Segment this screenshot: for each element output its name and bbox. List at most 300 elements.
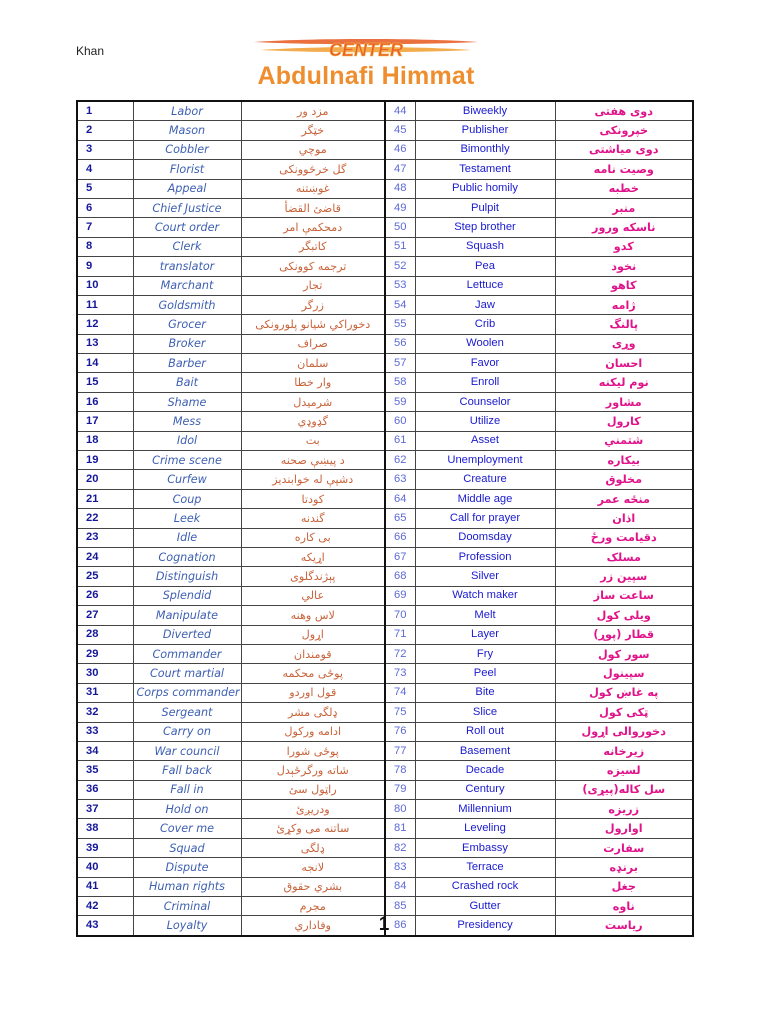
left-pashto-cell: بشري حقوق	[241, 877, 385, 896]
left-english-cell: Dispute	[133, 858, 241, 877]
table-row	[77, 412, 693, 431]
left-pashto-cell: اړول	[241, 625, 385, 644]
left-number-cell: 22	[77, 509, 133, 528]
logo	[236, 32, 496, 96]
right-number-cell: 47	[385, 160, 415, 179]
right-number-cell: 56	[385, 334, 415, 353]
left-pashto-cell: قومندان	[241, 644, 385, 663]
left-english-cell: Cobbler	[133, 140, 241, 159]
left-pashto-cell: بی کاره	[241, 528, 385, 547]
table-row	[77, 838, 693, 857]
left-english-cell: Mason	[133, 121, 241, 140]
left-english-cell: Idle	[133, 528, 241, 547]
left-pashto-cell: پېژندگلوی	[241, 567, 385, 586]
left-english-cell: Sergeant	[133, 703, 241, 722]
right-number-cell: 46	[385, 140, 415, 159]
right-pashto-cell: وړی	[555, 334, 693, 353]
left-pashto-cell: دمحکمې امر	[241, 218, 385, 237]
table-row	[77, 179, 693, 198]
left-english-cell: Manipulate	[133, 606, 241, 625]
left-pashto-cell: دخوراکي شیانو پلورونکی	[241, 315, 385, 334]
right-english-cell: Jaw	[415, 295, 555, 314]
table-row	[77, 586, 693, 605]
left-number-cell: 18	[77, 431, 133, 450]
left-number-cell: 33	[77, 722, 133, 741]
vocabulary-table-body	[77, 101, 693, 936]
table-row	[77, 683, 693, 702]
left-pashto-cell: پوځی محکمه	[241, 664, 385, 683]
table-row	[77, 101, 693, 121]
right-pashto-cell: خپرونکی	[555, 121, 693, 140]
left-pashto-cell: گل خرڅوونکی	[241, 160, 385, 179]
left-number-cell: 26	[77, 586, 133, 605]
left-pashto-cell: کودتا	[241, 489, 385, 508]
left-number-cell: 11	[77, 295, 133, 314]
left-english-cell: Curfew	[133, 470, 241, 489]
right-english-cell: Bite	[415, 683, 555, 702]
right-english-cell: Enroll	[415, 373, 555, 392]
right-english-cell: Step brother	[415, 218, 555, 237]
table-row	[77, 780, 693, 799]
left-english-cell: Grocer	[133, 315, 241, 334]
right-number-cell: 85	[385, 897, 415, 916]
right-pashto-cell: اذان	[555, 509, 693, 528]
table-row	[77, 664, 693, 683]
left-number-cell: 32	[77, 703, 133, 722]
left-pashto-cell: راټول سئ	[241, 780, 385, 799]
left-pashto-cell: زرگر	[241, 295, 385, 314]
right-number-cell: 68	[385, 567, 415, 586]
right-english-cell: Asset	[415, 431, 555, 450]
right-pashto-cell: جغل	[555, 877, 693, 896]
table-row	[77, 198, 693, 217]
right-number-cell: 71	[385, 625, 415, 644]
left-pashto-cell: پوځی شورا	[241, 741, 385, 760]
right-english-cell: Millennium	[415, 800, 555, 819]
right-number-cell: 73	[385, 664, 415, 683]
right-english-cell: Lettuce	[415, 276, 555, 295]
table-row	[77, 547, 693, 566]
right-number-cell: 86	[385, 916, 415, 936]
left-pashto-cell: لاس وهنه	[241, 606, 385, 625]
right-english-cell: Presidency	[415, 916, 555, 936]
left-pashto-cell: قاضئ القضأ	[241, 198, 385, 217]
table-row	[77, 237, 693, 256]
left-english-cell: Splendid	[133, 586, 241, 605]
left-english-cell: Loyalty	[133, 916, 241, 936]
left-pashto-cell: تجار	[241, 276, 385, 295]
table-row	[77, 509, 693, 528]
table-row	[77, 276, 693, 295]
left-english-cell: Carry on	[133, 722, 241, 741]
left-pashto-cell: د پیښې صحنه	[241, 451, 385, 470]
left-number-cell: 23	[77, 528, 133, 547]
right-english-cell: Middle age	[415, 489, 555, 508]
left-number-cell: 2	[77, 121, 133, 140]
left-english-cell: Distinguish	[133, 567, 241, 586]
right-english-cell: Century	[415, 780, 555, 799]
right-pashto-cell: دوی هفتی	[555, 101, 693, 121]
left-number-cell: 40	[77, 858, 133, 877]
table-row	[77, 218, 693, 237]
logo-swoosh-icon	[250, 36, 482, 62]
right-english-cell: Creature	[415, 470, 555, 489]
left-number-cell: 43	[77, 916, 133, 936]
left-pashto-cell: شاته ورگرځېدل	[241, 761, 385, 780]
right-english-cell: Utilize	[415, 412, 555, 431]
right-english-cell: Fry	[415, 644, 555, 663]
left-english-cell: Leek	[133, 509, 241, 528]
right-english-cell: Watch maker	[415, 586, 555, 605]
vocabulary-table	[76, 100, 694, 937]
right-number-cell: 53	[385, 276, 415, 295]
right-english-cell: Squash	[415, 237, 555, 256]
left-pashto-cell: ودریږئ	[241, 800, 385, 819]
left-number-cell: 42	[77, 897, 133, 916]
right-number-cell: 50	[385, 218, 415, 237]
left-number-cell: 5	[77, 179, 133, 198]
table-row	[77, 877, 693, 896]
right-pashto-cell: بیکاره	[555, 451, 693, 470]
left-number-cell: 3	[77, 140, 133, 159]
right-pashto-cell: ژامه	[555, 295, 693, 314]
table-row	[77, 140, 693, 159]
left-pashto-cell: بت	[241, 431, 385, 450]
table-row	[77, 567, 693, 586]
right-pashto-cell: دوی میاشتی	[555, 140, 693, 159]
left-number-cell: 1	[77, 101, 133, 121]
right-pashto-cell: قطار (پوړ)	[555, 625, 693, 644]
left-pashto-cell: سلمان	[241, 354, 385, 373]
right-english-cell: Publisher	[415, 121, 555, 140]
left-english-cell: Diverted	[133, 625, 241, 644]
right-number-cell: 67	[385, 547, 415, 566]
left-pashto-cell: کاتبگر	[241, 237, 385, 256]
table-row	[77, 606, 693, 625]
right-pashto-cell: پالنگ	[555, 315, 693, 334]
right-pashto-cell: کاهو	[555, 276, 693, 295]
right-english-cell: Unemployment	[415, 451, 555, 470]
left-pashto-cell: ترجمه کوونکی	[241, 257, 385, 276]
left-number-cell: 10	[77, 276, 133, 295]
right-pashto-cell: وصیت نامه	[555, 160, 693, 179]
right-english-cell: Profession	[415, 547, 555, 566]
left-english-cell: Bait	[133, 373, 241, 392]
right-pashto-cell: مشاور	[555, 392, 693, 411]
right-number-cell: 45	[385, 121, 415, 140]
left-english-cell: Court order	[133, 218, 241, 237]
left-pashto-cell: مزد ور	[241, 101, 385, 121]
right-english-cell: Decade	[415, 761, 555, 780]
left-number-cell: 25	[77, 567, 133, 586]
right-number-cell: 75	[385, 703, 415, 722]
right-number-cell: 60	[385, 412, 415, 431]
right-pashto-cell: کدو	[555, 237, 693, 256]
left-english-cell: Court martial	[133, 664, 241, 683]
table-row	[77, 160, 693, 179]
left-number-cell: 12	[77, 315, 133, 334]
right-english-cell: Favor	[415, 354, 555, 373]
left-pashto-cell: ډلگی مشر	[241, 703, 385, 722]
right-english-cell: Roll out	[415, 722, 555, 741]
right-number-cell: 61	[385, 431, 415, 450]
right-english-cell: Pea	[415, 257, 555, 276]
right-pashto-cell: خطبه	[555, 179, 693, 198]
right-number-cell: 84	[385, 877, 415, 896]
right-pashto-cell: ریاست	[555, 916, 693, 936]
left-number-cell: 9	[77, 257, 133, 276]
left-pashto-cell: دشپې له خوابندیز	[241, 470, 385, 489]
left-number-cell: 36	[77, 780, 133, 799]
page-number: 1	[378, 914, 390, 935]
left-english-cell: Coup	[133, 489, 241, 508]
left-number-cell: 37	[77, 800, 133, 819]
left-english-cell: Clerk	[133, 237, 241, 256]
table-row	[77, 295, 693, 314]
right-pashto-cell: ساعت ساز	[555, 586, 693, 605]
left-english-cell: Squad	[133, 838, 241, 857]
right-english-cell: Doomsday	[415, 528, 555, 547]
left-pashto-cell: ساتنه می وکړئ	[241, 819, 385, 838]
left-number-cell: 28	[77, 625, 133, 644]
right-number-cell: 65	[385, 509, 415, 528]
left-english-cell: Commander	[133, 644, 241, 663]
right-pashto-cell: منځه عمر	[555, 489, 693, 508]
right-number-cell: 64	[385, 489, 415, 508]
right-english-cell: Testament	[415, 160, 555, 179]
left-number-cell: 8	[77, 237, 133, 256]
left-number-cell: 16	[77, 392, 133, 411]
right-english-cell: Slice	[415, 703, 555, 722]
right-number-cell: 55	[385, 315, 415, 334]
left-english-cell: Marchant	[133, 276, 241, 295]
left-english-cell: Appeal	[133, 179, 241, 198]
table-row	[77, 431, 693, 450]
table-row	[77, 858, 693, 877]
right-pashto-cell: سپینول	[555, 664, 693, 683]
right-pashto-cell: منبر	[555, 198, 693, 217]
left-pashto-cell: قول اوردو	[241, 683, 385, 702]
left-pashto-cell: شرمیدل	[241, 392, 385, 411]
left-english-cell: Goldsmith	[133, 295, 241, 314]
left-number-cell: 19	[77, 451, 133, 470]
right-pashto-cell: لسیزه	[555, 761, 693, 780]
left-number-cell: 6	[77, 198, 133, 217]
logo-lettering: CENTER	[328, 40, 404, 60]
right-number-cell: 54	[385, 295, 415, 314]
left-english-cell: Fall in	[133, 780, 241, 799]
right-pashto-cell: اوارول	[555, 819, 693, 838]
right-number-cell: 63	[385, 470, 415, 489]
table-row	[77, 800, 693, 819]
right-number-cell: 44	[385, 101, 415, 121]
right-number-cell: 62	[385, 451, 415, 470]
right-number-cell: 72	[385, 644, 415, 663]
left-number-cell: 35	[77, 761, 133, 780]
right-english-cell: Pulpit	[415, 198, 555, 217]
table-row	[77, 761, 693, 780]
left-pashto-cell: وفاداري	[241, 916, 385, 936]
left-pashto-cell: اړیکه	[241, 547, 385, 566]
right-number-cell: 81	[385, 819, 415, 838]
right-english-cell: Silver	[415, 567, 555, 586]
right-number-cell: 57	[385, 354, 415, 373]
right-pashto-cell: مسلک	[555, 547, 693, 566]
left-english-cell: War council	[133, 741, 241, 760]
left-english-cell: Fall back	[133, 761, 241, 780]
left-english-cell: Cover me	[133, 819, 241, 838]
left-pashto-cell: گندنه	[241, 509, 385, 528]
left-number-cell: 39	[77, 838, 133, 857]
left-pashto-cell: غوښتنه	[241, 179, 385, 198]
left-english-cell: Cognation	[133, 547, 241, 566]
left-english-cell: Idol	[133, 431, 241, 450]
left-number-cell: 21	[77, 489, 133, 508]
left-number-cell: 27	[77, 606, 133, 625]
right-english-cell: Call for prayer	[415, 509, 555, 528]
left-pashto-cell: صراف	[241, 334, 385, 353]
left-pashto-cell: وار خطا	[241, 373, 385, 392]
right-english-cell: Leveling	[415, 819, 555, 838]
table-row	[77, 489, 693, 508]
left-english-cell: Corps commander	[133, 683, 241, 702]
left-english-cell: Barber	[133, 354, 241, 373]
left-english-cell: translator	[133, 257, 241, 276]
table-row	[77, 121, 693, 140]
left-english-cell: Mess	[133, 412, 241, 431]
table-row	[77, 392, 693, 411]
left-pashto-cell: عالي	[241, 586, 385, 605]
left-pashto-cell: لانجه	[241, 858, 385, 877]
right-number-cell: 82	[385, 838, 415, 857]
left-number-cell: 24	[77, 547, 133, 566]
left-english-cell: Shame	[133, 392, 241, 411]
right-english-cell: Melt	[415, 606, 555, 625]
table-row	[77, 722, 693, 741]
table-row	[77, 528, 693, 547]
left-english-cell: Crime scene	[133, 451, 241, 470]
right-number-cell: 80	[385, 800, 415, 819]
left-number-cell: 7	[77, 218, 133, 237]
table-row	[77, 451, 693, 470]
left-pashto-cell: ډلگی	[241, 838, 385, 857]
left-pashto-cell: گډوډي	[241, 412, 385, 431]
right-english-cell: Bimonthly	[415, 140, 555, 159]
right-pashto-cell: کارول	[555, 412, 693, 431]
right-number-cell: 76	[385, 722, 415, 741]
right-english-cell: Terrace	[415, 858, 555, 877]
right-pashto-cell: دخوروالی اړول	[555, 722, 693, 741]
table-row	[77, 644, 693, 663]
right-number-cell: 49	[385, 198, 415, 217]
left-number-cell: 14	[77, 354, 133, 373]
right-english-cell: Layer	[415, 625, 555, 644]
right-number-cell: 70	[385, 606, 415, 625]
left-number-cell: 17	[77, 412, 133, 431]
left-pashto-cell: مجرم	[241, 897, 385, 916]
left-pashto-cell: خټگر	[241, 121, 385, 140]
table-row	[77, 819, 693, 838]
right-english-cell: Embassy	[415, 838, 555, 857]
left-english-cell: Hold on	[133, 800, 241, 819]
right-number-cell: 66	[385, 528, 415, 547]
left-number-cell: 30	[77, 664, 133, 683]
right-pashto-cell: سفارت	[555, 838, 693, 857]
table-row	[77, 470, 693, 489]
author-name: Khan	[76, 44, 105, 58]
right-number-cell: 77	[385, 741, 415, 760]
table-row	[77, 703, 693, 722]
table-row	[77, 897, 693, 916]
right-pashto-cell: سور کول	[555, 644, 693, 663]
right-pashto-cell: زریزه	[555, 800, 693, 819]
right-pashto-cell: شتمني	[555, 431, 693, 450]
right-pashto-cell: ټکی کول	[555, 703, 693, 722]
right-english-cell: Crib	[415, 315, 555, 334]
right-english-cell: Woolen	[415, 334, 555, 353]
table-row	[77, 354, 693, 373]
table-row	[77, 625, 693, 644]
left-number-cell: 4	[77, 160, 133, 179]
table-row	[77, 315, 693, 334]
right-number-cell: 78	[385, 761, 415, 780]
right-number-cell: 51	[385, 237, 415, 256]
logo-title: Abdulnafi Himmat	[257, 62, 475, 90]
right-number-cell: 58	[385, 373, 415, 392]
right-pashto-cell: برنډه	[555, 858, 693, 877]
right-pashto-cell: ناوه	[555, 897, 693, 916]
left-number-cell: 38	[77, 819, 133, 838]
right-number-cell: 83	[385, 858, 415, 877]
left-number-cell: 13	[77, 334, 133, 353]
right-pashto-cell: دقیامت ورځ	[555, 528, 693, 547]
right-pashto-cell: سپین زر	[555, 567, 693, 586]
right-english-cell: Crashed rock	[415, 877, 555, 896]
left-english-cell: Florist	[133, 160, 241, 179]
right-pashto-cell: نخود	[555, 257, 693, 276]
right-number-cell: 48	[385, 179, 415, 198]
right-english-cell: Biweekly	[415, 101, 555, 121]
left-english-cell: Criminal	[133, 897, 241, 916]
right-english-cell: Peel	[415, 664, 555, 683]
right-pashto-cell: مخلوق	[555, 470, 693, 489]
left-number-cell: 31	[77, 683, 133, 702]
left-number-cell: 15	[77, 373, 133, 392]
left-number-cell: 34	[77, 741, 133, 760]
left-number-cell: 29	[77, 644, 133, 663]
right-pashto-cell: سل کاله(پیړی)	[555, 780, 693, 799]
right-english-cell: Basement	[415, 741, 555, 760]
right-number-cell: 52	[385, 257, 415, 276]
table-row	[77, 741, 693, 760]
left-english-cell: Labor	[133, 101, 241, 121]
left-english-cell: Broker	[133, 334, 241, 353]
left-english-cell: Human rights	[133, 877, 241, 896]
table-row	[77, 334, 693, 353]
left-number-cell: 41	[77, 877, 133, 896]
right-pashto-cell: نوم لیکنه	[555, 373, 693, 392]
right-number-cell: 74	[385, 683, 415, 702]
right-number-cell: 79	[385, 780, 415, 799]
table-row	[77, 257, 693, 276]
left-pashto-cell: موچي	[241, 140, 385, 159]
right-english-cell: Gutter	[415, 897, 555, 916]
right-number-cell: 69	[385, 586, 415, 605]
right-number-cell: 59	[385, 392, 415, 411]
left-english-cell: Chief Justice	[133, 198, 241, 217]
left-number-cell: 20	[77, 470, 133, 489]
right-pashto-cell: احسان	[555, 354, 693, 373]
